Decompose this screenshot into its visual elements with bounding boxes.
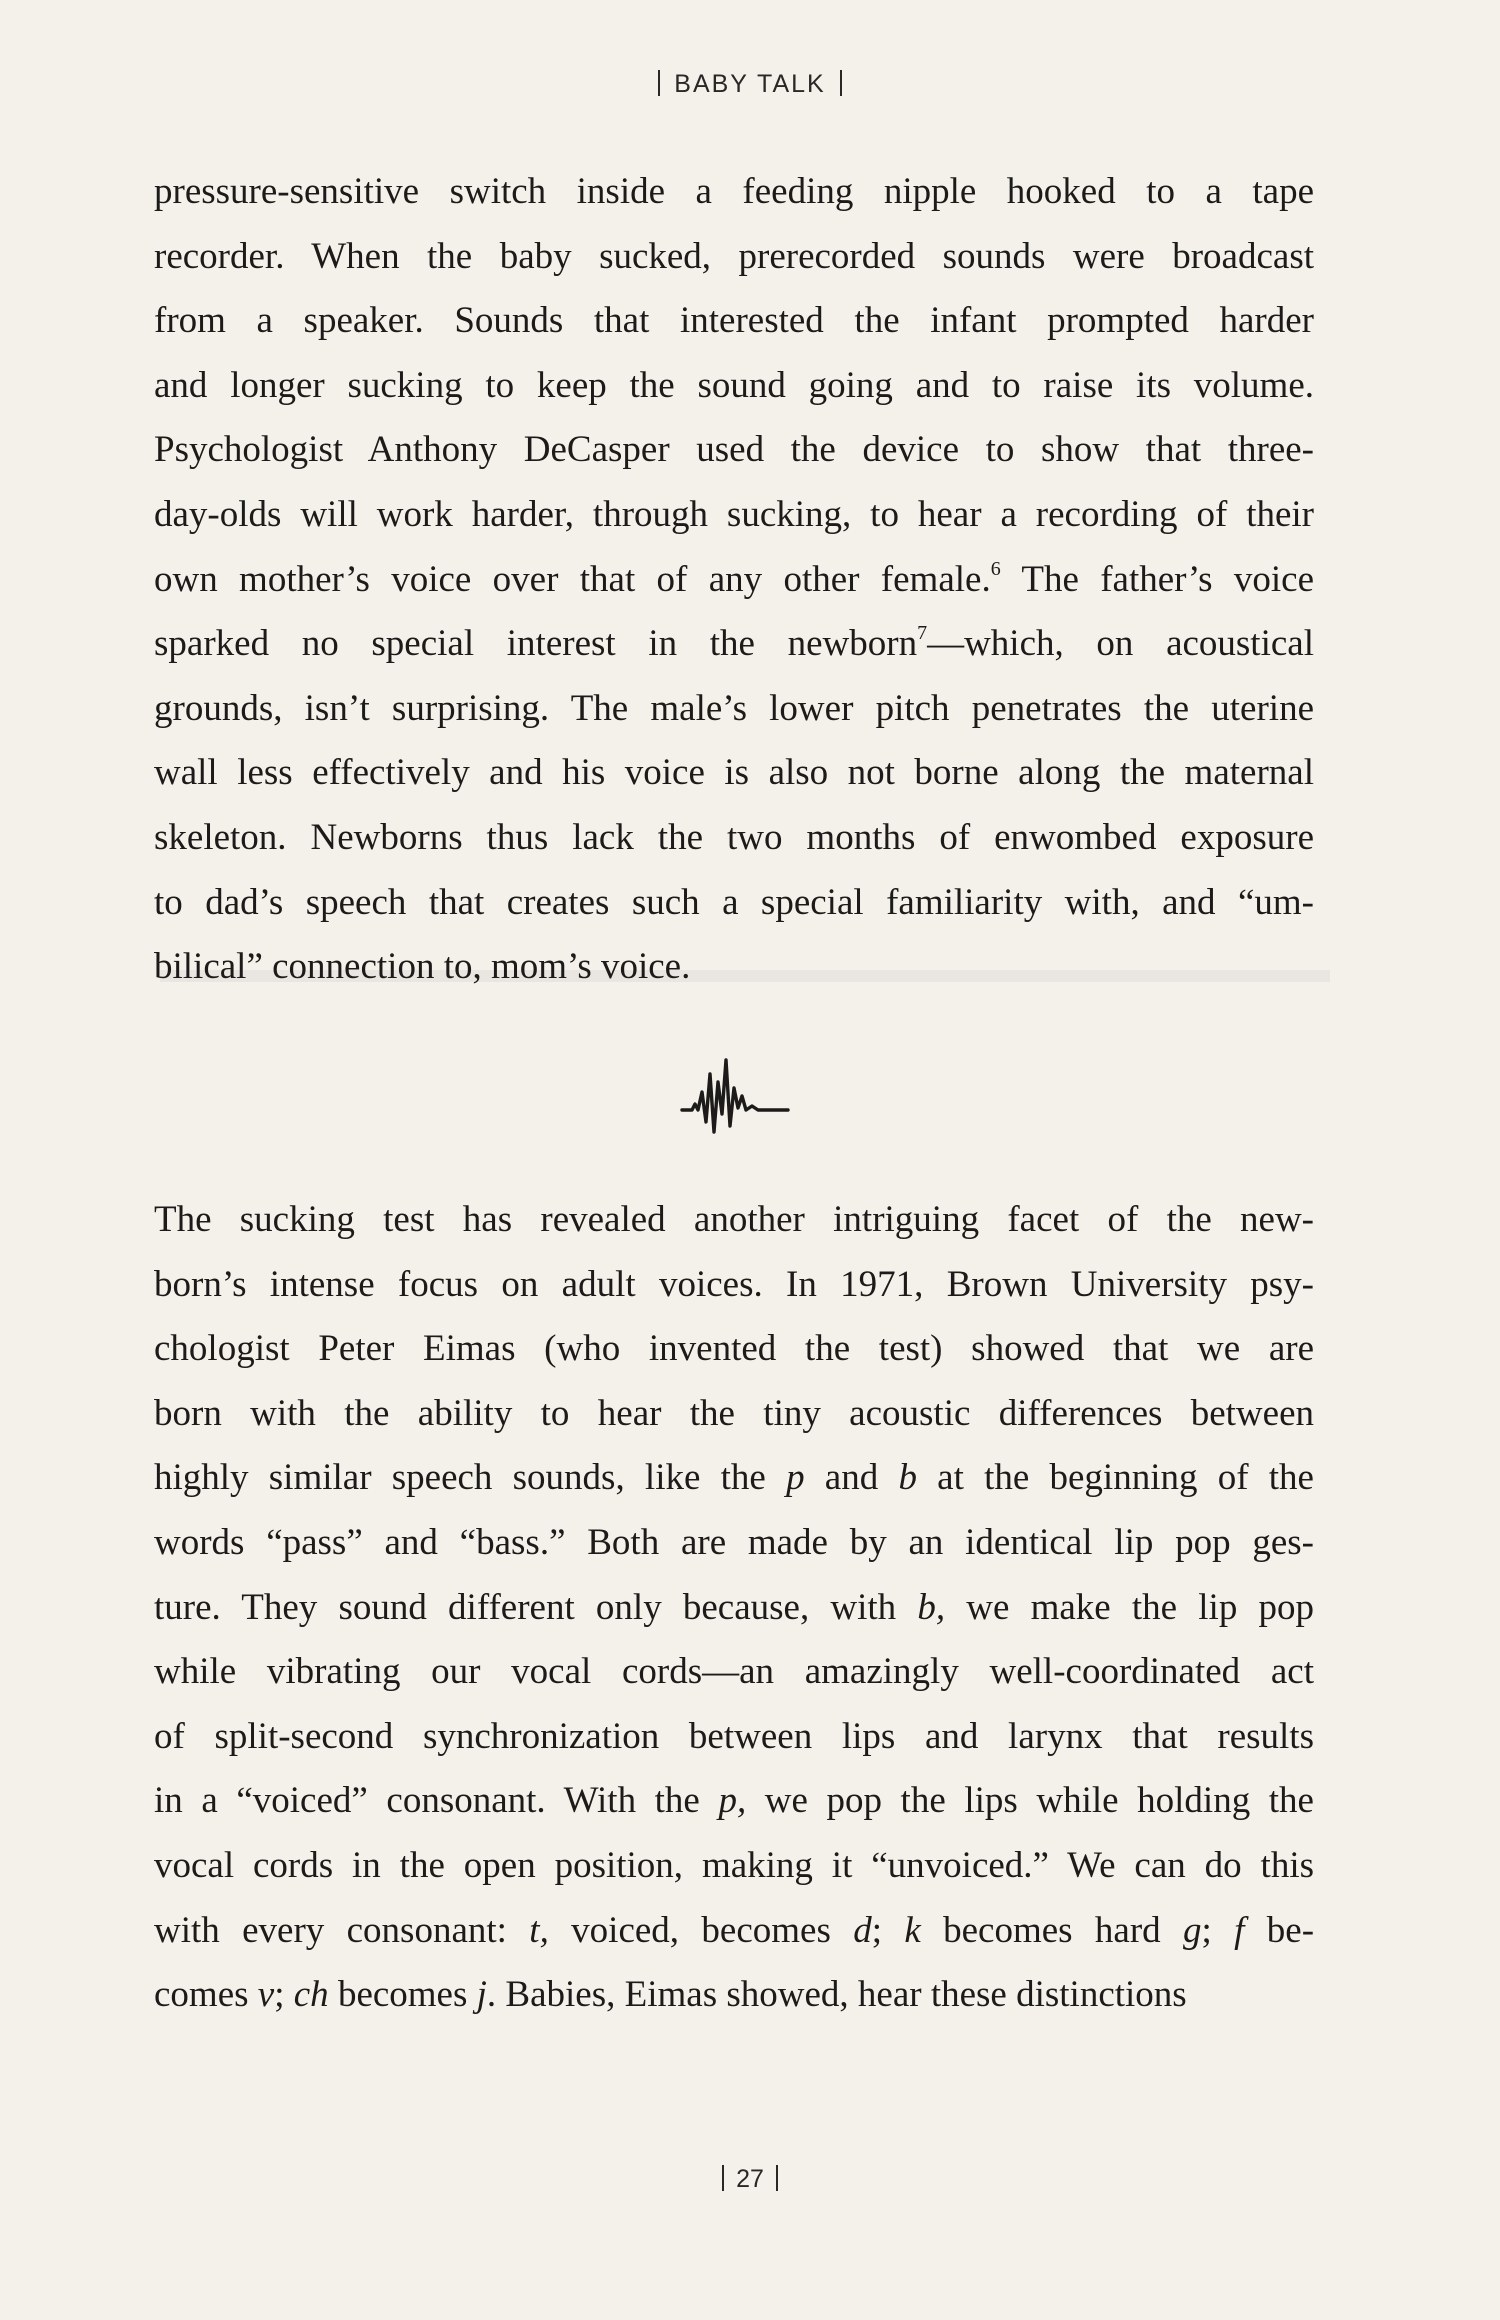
text-line: comes v; ch becomes j. Babies, Eimas showed, hear these distinctions <box>154 1974 1187 2016</box>
text-line: words “pass” and “bass.” Both are made by an identical lip pop ges- <box>154 1521 1314 1563</box>
text-line: recorder. When the baby sucked, prerecorded sounds were broadcast <box>154 235 1314 277</box>
text-line: vocal cords in the open position, making it “unvoiced.” We can do this <box>154 1844 1314 1886</box>
sound-wave-icon <box>680 1052 790 1136</box>
paragraph-1 <box>154 160 1314 1000</box>
text-line: grounds, isn’t surprising. The male’s lower pitch penetrates the uterine <box>154 687 1314 729</box>
head-rule-right <box>840 70 842 96</box>
text-line: and longer sucking to keep the sound going and to raise its volume. <box>154 364 1314 406</box>
page-number-text: 27 <box>736 2165 764 2193</box>
text-line: in a “voiced” consonant. With the p, we pop the lips while holding the <box>154 1780 1314 1822</box>
text-line: bilical” connection to, mom’s voice. <box>154 946 691 988</box>
running-head <box>0 70 1500 99</box>
text-line: sparked no special interest in the newborn$^7$—which, on acoustical <box>154 622 1314 665</box>
text-line: day-olds will work harder, through sucking, to hear a recording of their <box>154 493 1314 535</box>
text-line: Psychologist Anthony DeCasper used the device to show that three- <box>154 429 1314 471</box>
footnote-ref-6: 6 <box>990 557 1001 580</box>
text-line: to dad’s speech that creates such a special familiarity with, and “um- <box>154 881 1314 923</box>
text-line: wall less effectively and his voice is also not borne along the maternal <box>154 752 1314 794</box>
text-line: of split-second synchronization between lips and larynx that results <box>154 1715 1314 1757</box>
text-line: ture. They sound different only because, with b, we make the lip pop <box>154 1586 1315 1628</box>
text-line: own mother’s voice over that of any other female.$^6$ The father’s voice <box>154 557 1314 600</box>
text-line: while vibrating our vocal cords—an amazingly well-coordinated act <box>154 1651 1314 1693</box>
folio-rule-right <box>776 2165 778 2191</box>
footnote-ref-7: 7 <box>917 622 928 645</box>
text-line: skeleton. Newborns thus lack the two months of enwombed exposure <box>154 816 1314 858</box>
text-line: The sucking test has revealed another intriguing facet of the new- <box>154 1199 1314 1240</box>
text-line: from a speaker. Sounds that interested the infant prompted harder <box>154 300 1314 342</box>
text-line: highly similar speech sounds, like the p and b at the beginning of the <box>154 1457 1314 1499</box>
folio-rule-left <box>722 2165 724 2191</box>
text-line: born with the ability to hear the tiny acoustic differences between <box>154 1392 1314 1434</box>
text-line: pressure-sensitive switch inside a feeding nipple hooked to a tape <box>154 171 1314 212</box>
paragraph-2 <box>154 1188 1314 2028</box>
text-line: with every consonant: t, voiced, becomes d; k becomes hard g; f be- <box>154 1909 1315 1951</box>
text-line: chologist Peter Eimas (who invented the test) showed that we are <box>154 1328 1314 1370</box>
page-number <box>0 2165 1500 2194</box>
head-rule-left <box>658 70 660 96</box>
text-line: born’s intense focus on adult voices. In 1971, Brown University psy- <box>154 1263 1314 1305</box>
running-head-title: BABY TALK <box>674 70 826 98</box>
